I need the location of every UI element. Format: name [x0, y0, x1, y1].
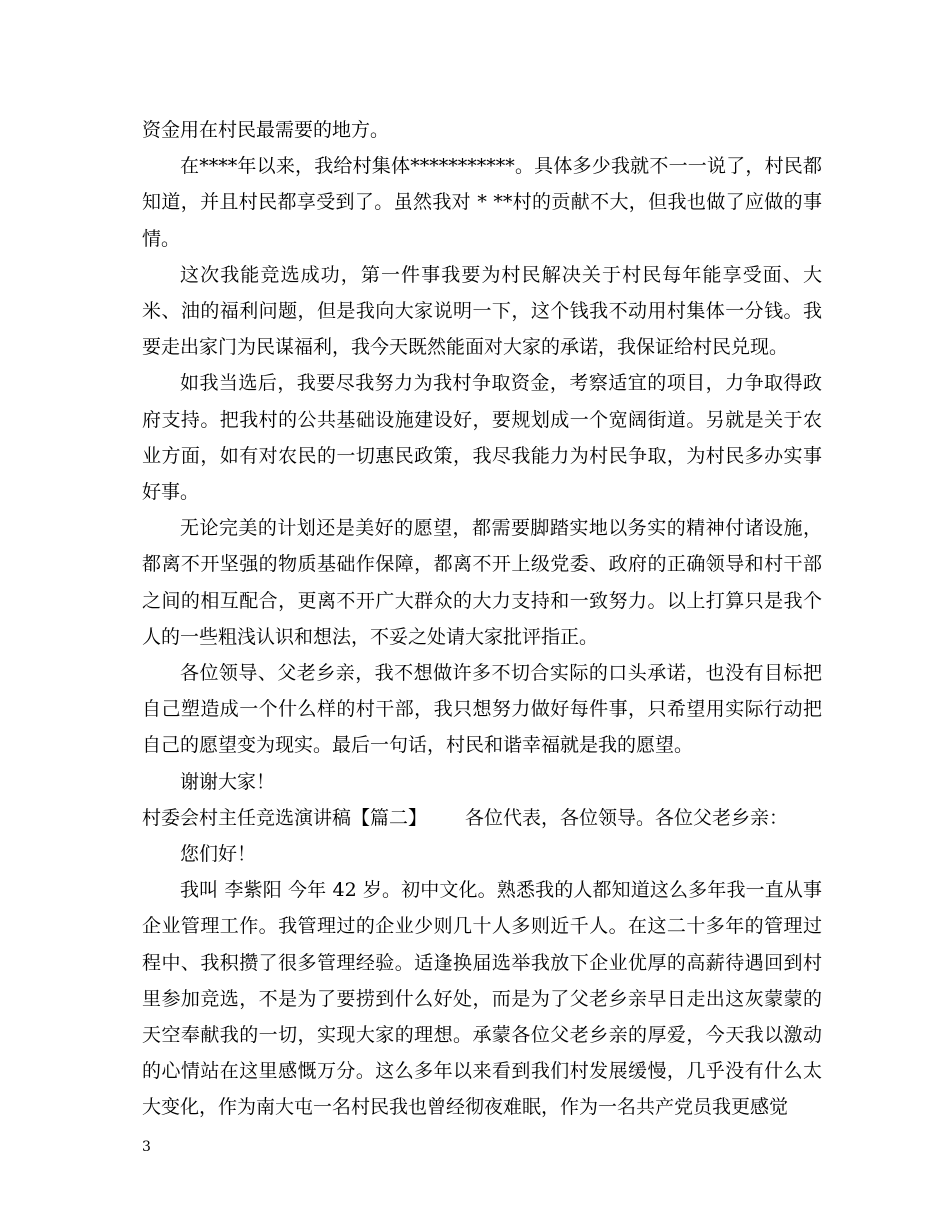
paragraph-6: 各位领导、父老乡亲，我不想做许多不切合实际的口头承诺，也没有目标把自己塑造成一个什么样的村干部，我只想努力做好每件事，只希望用实际行动把自己的愿望变为现实。最后一句话，村民和谐幸福就是我的愿望。: [142, 662, 822, 757]
section-heading: [142, 800, 822, 836]
page-number: 3: [142, 1139, 151, 1155]
paragraph-introduction: 我叫 李紫阳 今年 42 岁。初中文化。熟悉我的人都知道这么多年我一直从事企业管理工作。我管理过的企业少则几十人多则近千人。在这二十多年的管理过程中、我积攒了很多管理经验。适逢换届选举我放下企业优厚的高薪待遇回到村里参加竞选，不是为了要捞到什么好处，而是为了父老乡亲早日走出这灰蒙蒙的天空奉献我的一切，实现大家的理想。承蒙各位父老乡亲的厚爱，今天我以激动的心情站在这里感慨万分。这么多年以来看到我们村发展缓慢，几乎没有什么太大变化，作为南大屯一名村民我也曾经彻夜难眠，作为一名共产党员我更感觉: [142, 879, 822, 1119]
paragraph-4: 如我当选后，我要尽我努力为我村争取资金，考察适宜的项目，力争取得政府支持。把我村的公共基础设施建设好，要规划成一个宽阔街道。另就是关于农业方面，如有对农民的一切惠民政策，我尽我能力为村民争取，为村民多办实事好事。: [142, 372, 822, 504]
paragraph-3: 这次我能竞选成功，第一件事我要为村民解决关于村民每年能享受面、大米、油的福利问题，但是我向大家说明一下，这个钱我不动用村集体一分钱。我要走出家门为民谋福利，我今天既然能面对大家的承诺，我保证给村民兑现。: [142, 263, 822, 359]
paragraph-5: 无论完美的计划还是美好的愿望，都需要脚踏实地以务实的精神付诸设施，都离不开坚强的物质基础作保障，都离不开上级党委、政府的正确领导和村干部之间的相互配合，更离不开广大群众的大力支持和一致努力。以上打算只是我个人的一些粗浅认识和想法，不妥之处请大家批评指正。: [142, 517, 822, 648]
section-title: 村委会村主任竞选演讲稿【篇二】: [142, 806, 428, 829]
document-body: [142, 112, 822, 1126]
paragraph-salutation: 您们好！: [180, 843, 257, 866]
paragraph-2: 在****年以来，我给村集体***********。具体多少我就不一一说了，村民都知道，并且村民都享受到了。虽然我对 * **村的贡献不大，但我也做了应做的事情。: [142, 155, 822, 250]
paragraph-thanks: 谢谢大家！: [180, 770, 276, 793]
section-greeting: 各位代表，各位领导。各位父老乡亲：: [465, 806, 789, 829]
paragraph-1: 资金用在村民最需要的地方。: [142, 119, 390, 141]
